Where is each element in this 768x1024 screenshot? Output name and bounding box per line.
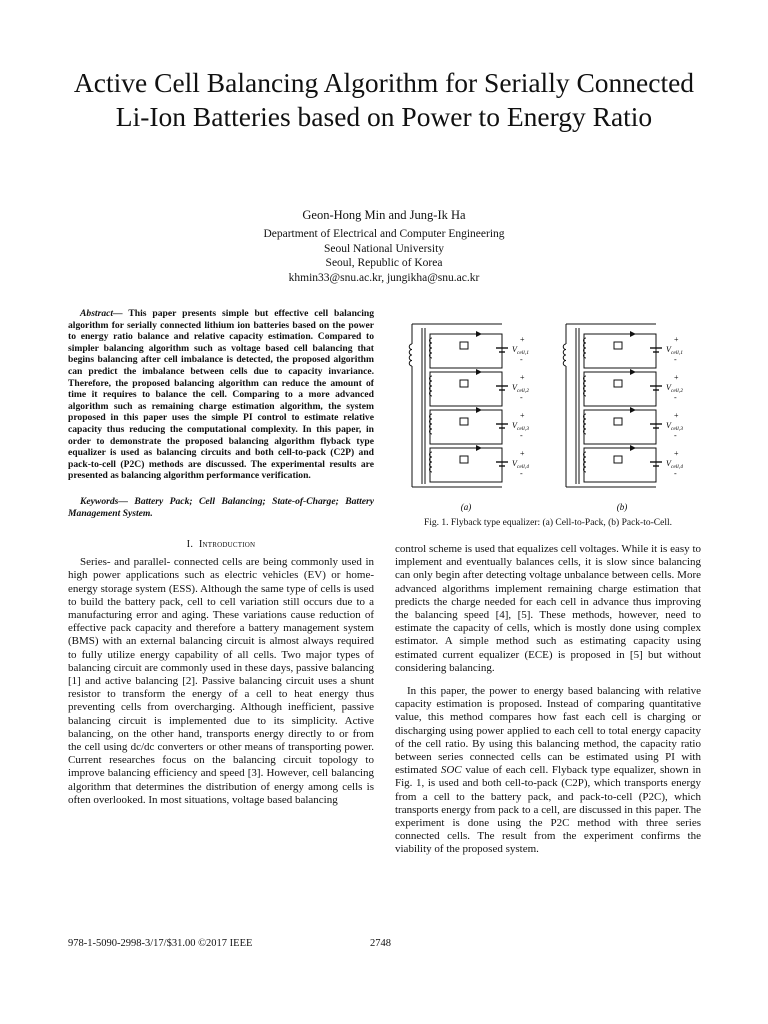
diode-3 (476, 407, 482, 413)
right-column (395, 543, 701, 867)
intro-paragraph-3 (395, 685, 701, 857)
plus-sign: + (674, 449, 679, 458)
affiliation-block (0, 227, 768, 285)
cell-voltage-label-2: $V_{cell,2}$ (666, 383, 683, 394)
switch-4 (614, 456, 622, 463)
left-column (68, 308, 374, 817)
cell-loop-1 (430, 334, 502, 368)
cell-voltage-label-3: $V_{cell,3}$ (666, 421, 683, 432)
circuit-a (409, 324, 529, 487)
sublabel-a: (a) (460, 502, 472, 512)
switch-2 (460, 380, 468, 387)
abstract-label: Abstract— (80, 308, 123, 319)
location: Seoul, Republic of Korea (325, 257, 443, 269)
switch-2 (614, 380, 622, 387)
cell-voltage-label-4: $V_{cell,4}$ (512, 459, 529, 470)
page-number: 2748 (370, 938, 391, 949)
diode-3 (630, 407, 636, 413)
cell-voltage-sub-1: cell,1 (516, 350, 529, 356)
minus-sign: - (674, 393, 677, 402)
plus-sign: + (520, 411, 525, 420)
university: Seoul National University (323, 242, 445, 255)
cell-voltage-sub-4: cell,4 (670, 464, 683, 470)
switch-1 (614, 342, 622, 349)
abstract-text: This paper presents simple but effective cell balancing algorithm for serially connected lithium ion batteries based on the power to energy ratio balance and relative capacity estimation. Compared to simpler balancing algorithm such as voltage based cell balancing that begins balancing after cell imbalance is detected, the proposed algorithm can predict the imbalance between cells due to capacity invariance. Therefore, the proposed balancing algorithm can reduce the amount of time it requires to balance the cell. Comparing to a more advanced algorithm such as remaining charge estimation algorithm, the system proposed in this paper uses the simple PI control to estimate relative capacity thus reducing the computational complexity. In this paper, in order to demonstrate the proposed balancing algorithm flyback type equalizer is used as balancing circuits and both cell-to-pack (C2P) and pack-to-cell (P2C) methods are discussed. The experimental results are presented as balancing algorithm performance verification. (68, 308, 374, 482)
plus-sign: + (520, 335, 525, 344)
para3-part-a: In this paper, the power to energy based balancing with relative capacity estimation is proposed. Instead of comparing quantitative value, this method compares how fast each cell is charging or discharging using power applied to each cell to total energy capacity of the cell ratio. By using this balancing method, the capacity ratio between series connected cells can be estimated using PI with estimated (395, 685, 701, 777)
minus-sign: - (520, 393, 523, 402)
plus-sign: + (520, 373, 525, 382)
minus-sign: - (520, 355, 523, 364)
primary-winding (563, 344, 566, 366)
cell-loop-4 (584, 448, 656, 482)
cell-voltage-label-1: $V_{cell,1}$ (512, 345, 529, 356)
diode-2 (630, 369, 636, 375)
author-emails: khmin33@snu.ac.kr, jungikha@snu.ac.kr (288, 271, 480, 284)
footer-isbn: 978-1-5090-2998-3/17/$31.00 ©2017 IEEE (68, 938, 253, 949)
cell-voltage-sub-4: cell,4 (516, 464, 529, 470)
keywords: Keywords— Battery Pack; Cell Balancing; State-of-Charge; Battery Management System. (68, 495, 374, 519)
figure-1 (398, 312, 708, 517)
cell-voltage-sub-3: cell,3 (516, 426, 529, 432)
diode-1 (476, 331, 482, 337)
cell-loop-1 (584, 334, 656, 368)
cell-voltage-sub-3: cell,3 (670, 426, 683, 432)
switch-3 (460, 418, 468, 425)
cell-voltage-label-2: $V_{cell,2}$ (512, 383, 529, 394)
plus-sign: + (520, 449, 525, 458)
cell-voltage-sub-2: cell,2 (670, 388, 683, 394)
minus-sign: - (520, 469, 523, 478)
sublabel-b: (b) (616, 502, 628, 512)
cell-loop-3 (584, 410, 656, 444)
cell-loop-2 (584, 372, 656, 406)
cell-loop-4 (430, 448, 502, 482)
figure-caption: Fig. 1. Flyback type equalizer: (a) Cell-to-Pack, (b) Pack-to-Cell. (424, 518, 672, 528)
intro-paragraph-1: Series- and parallel- connected cells are being commonly used in high power applications such as electric vehicles (EV) or home- energy storage system (ESS). Although the same type of cells is used to build the battery pack, cell to cell variation still occurs due to a manufacturing error and aging. These variations cause reduction of effective pack capacity and therefore a battery management system (BMS) with an external balancing circuit is almost always required to fully utilize energy capability of all cells. Two major types of balancing circuit are commonly used in these days, passive balancing [1] and active balancing [2]. Passive balancing circuit uses a shunt resistor to transform the energy of a cell to heat energy thus preventing cells from overcharging. Although inefficient, passive balancing circuit is implemented due to its simplicity. Active balancing, on the other hand, transports energy directly to or from the cell using dc/dc converters or other means of transporting power. Current researches focus on the balancing circuit topology to improve balancing efficiency and speed [3]. However, cell balancing algorithm that determines the distribution of energy among cells is often overlooked. In most situations, voltage based balancing (68, 556, 374, 806)
cell-voltage-sub-1: cell,1 (670, 350, 683, 356)
para3-part-b: value of each cell. Flyback type equalizer, shown in Fig. 1, is used and both cell-to-pack (C2P), which transports energy from a cell to the battery pack, and pack-to-cell (P2C), which transports energy from pack to a cell, are discussed in this paper. The experiment is done using the P2C method with three series connected cells. The result from the experiment confirms the viability of the proposed system. (395, 764, 701, 856)
diode-2 (476, 369, 482, 375)
minus-sign: - (674, 355, 677, 364)
cell-loop-3 (430, 410, 502, 444)
department: Department of Electrical and Computer Engineering (263, 228, 505, 240)
flyback-equalizer-diagram (398, 312, 708, 517)
section-title: Introduction (198, 539, 256, 551)
author-names: Geon-Hong Min and Jung-Ik Ha (302, 208, 466, 222)
abstract (68, 308, 374, 482)
soc-term: SOC (440, 764, 462, 777)
section-number: I. (186, 539, 194, 551)
primary-winding (409, 344, 412, 366)
minus-sign: - (674, 469, 677, 478)
minus-sign: - (520, 431, 523, 440)
section-heading-introduction (68, 539, 374, 550)
cell-voltage-sub-2: cell,2 (516, 388, 529, 394)
circuit-b (563, 324, 683, 487)
paper-title: Active Cell Balancing Algorithm for Serially Connected Li-Ion Batteries based on Power to Energy Ratio (73, 67, 695, 132)
minus-sign: - (674, 431, 677, 440)
intro-paragraph-2: control scheme is used that equalizes cell voltages. While it is easy to implement and eventually balances cells, it is slow since balancing can only begin after detecting voltage unbalance between cells. More advanced algorithms implement remaining charge estimation that predicts the charge needed for each cell in advance thus improving the balancing speed [4], [5]. These methods, however, need to estimate the capacity of cells, which is mostly done using complex estimator. A simple method such as estimating capacity using estimated current equalizer (ECE) is proposed in [5] but without considering balancing. (395, 543, 701, 674)
cell-voltage-label-3: $V_{cell,3}$ (512, 421, 529, 432)
plus-sign: + (674, 335, 679, 344)
cell-loop-2 (430, 372, 502, 406)
cell-voltage-label-4: $V_{cell,4}$ (666, 459, 683, 470)
diode-4 (630, 445, 636, 451)
switch-3 (614, 418, 622, 425)
plus-sign: + (674, 373, 679, 382)
diode-4 (476, 445, 482, 451)
diode-1 (630, 331, 636, 337)
switch-4 (460, 456, 468, 463)
plus-sign: + (674, 411, 679, 420)
switch-1 (460, 342, 468, 349)
cell-voltage-label-1: $V_{cell,1}$ (666, 345, 683, 356)
